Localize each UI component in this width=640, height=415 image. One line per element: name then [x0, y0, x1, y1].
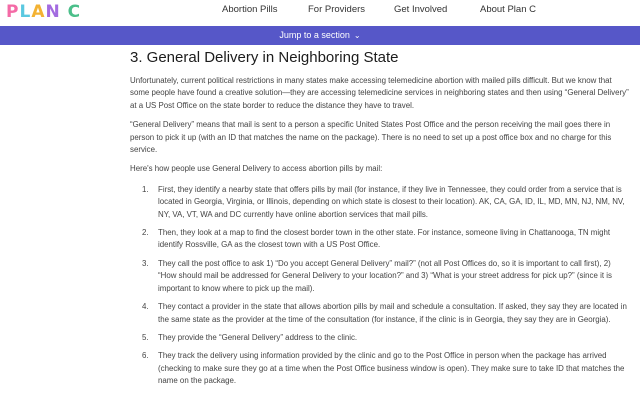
main-nav [0, 4, 640, 20]
jump-to-section-label: Jump to a section [279, 30, 350, 40]
main-content [130, 45, 630, 394]
list-item [130, 258, 630, 295]
section-title: 3. General Delivery in Neighboring State [130, 49, 399, 66]
logo-letter: C [67, 2, 82, 22]
definition-paragraph: “General Delivery” means that mail is sent to a person a specific United States Post Office and the person receiving the mail goes there in person to pick it up (with an ID that matches the name on the package). There is no need to set up a post office box and no charge for this service. [130, 120, 612, 155]
intro-paragraph: Unfortunately, current political restrictions in many states make accessing telemedicine abortion with mailed pills difficult. But we know that some people have found a creative solution—they are accessing telemedicine services in neighboring states and then using “General Delivery” at a US Post Office on the state border to reduce the distance they have to travel. [130, 76, 629, 110]
nav-link-for-providers[interactable]: For Providers [308, 4, 366, 15]
top-navigation-bar [0, 0, 640, 26]
logo-letter: L [19, 2, 32, 22]
list-item-text: They contact a provider in the state that allows abortion pills by mail and schedule a consultation. If asked, they say they are located in the same state as the provider at the time of the consultation (for instance, if the clinic is in Georgia, they say they are in Georgia). [158, 302, 627, 324]
list-item [130, 227, 630, 252]
list-item-text: First, they identify a nearby state that offers pills by mail (for instance, if they live in Tennessee, they could order from a service that is located in Georgia, Virginia, or Illinois, depending on which state is closest to their location). AK, CA, GA, ID, IL, MD, MN, NJ, NM, NV, NY, VA, VT, WA and DC currently have online abortion services that mail pills. [158, 184, 625, 219]
logo-letter: P [6, 2, 20, 22]
nav-link-get-involved[interactable]: Get Involved [394, 4, 448, 15]
list-item-number: 2. [142, 228, 149, 238]
list-item-text: They provide the “General Delivery” address to the clinic. [158, 332, 358, 342]
list-item [130, 332, 630, 344]
chevron-down-icon: ⌄ [353, 31, 361, 40]
list-item [130, 350, 630, 387]
list-item-text: They track the delivery using information provided by the clinic and go to the Post Office in person when the package has arrived (checking to make sure they go at a time when the Post Office business window is open). They make sure to take ID that matches the name on the package. [158, 351, 625, 386]
list-item [130, 301, 630, 326]
jump-to-section-dropdown[interactable] [0, 26, 640, 45]
list-item-number: 6. [142, 351, 149, 361]
list-item-text: They call the post office to ask 1) “Do you accept General Delivery” mail?” (not all Post Offices do, so it is important to call first), 2) “How should mail be addressed for General Delivery to your location?” and 3) “What is your street address for pick up?” (since it is important to know where to pick up the mail). [158, 258, 612, 293]
list-item-number: 4. [142, 302, 149, 312]
logo-letter: N [45, 2, 61, 22]
logo-letter: A [31, 2, 46, 22]
list-item-number: 5. [142, 332, 149, 342]
list-item [130, 184, 630, 221]
list-item-number: 1. [142, 184, 149, 194]
steps-list [130, 184, 630, 388]
steps-intro-paragraph: Here's how people use General Delivery to access abortion pills by mail: [130, 164, 383, 174]
nav-link-about-plan-c[interactable]: About Plan C [480, 4, 536, 15]
list-item-number: 3. [142, 258, 149, 268]
list-item-text: Then, they look at a map to find the closest border town in the other state. For instance, someone living in Chattanooga, TN might identify Rossville, GA as the closest town with a US Post Office. [158, 228, 611, 250]
nav-link-abortion-pills[interactable]: Abortion Pills [222, 4, 278, 15]
